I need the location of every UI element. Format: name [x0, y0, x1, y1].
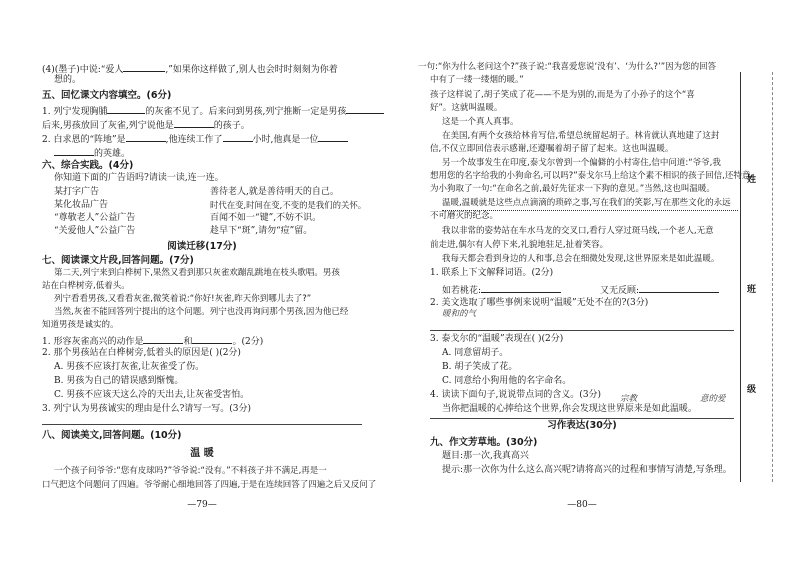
s5-blank-5[interactable] — [223, 132, 253, 142]
s5-blank-7[interactable] — [54, 146, 94, 156]
r-line-5: 这是一个真人真事。 — [442, 117, 519, 127]
binding-sidebar — [740, 72, 767, 482]
s5-q2-cont: 的英雄。 — [54, 146, 130, 160]
rq2: 2. 美文选取了哪些事例来说明“温暖”无处不在的?(3分) — [430, 298, 649, 308]
sidebar-label-name: 姓 — [747, 175, 757, 185]
s7-q1-blank-2[interactable] — [192, 334, 232, 344]
rq4-answer-line[interactable] — [430, 418, 734, 419]
story-title: 温 暖 — [190, 448, 214, 459]
q4-line: (4)(墨子)中说:“爱人 ,”如果你这样做了,别人也会时时刻刻为你着 — [42, 62, 338, 76]
rq1-term-1: 如若桃花: — [442, 283, 561, 297]
s7-passage-2: 站在白桦树旁,低着头。 — [42, 281, 130, 291]
s5-q1-cont: 后来,男孩放回了灰雀,列宁说他是 的孩子。 — [42, 118, 250, 132]
story-para-1: 一个孩子问爷爷:“您有皮球吗?”爷爷说:“没有。”不料孩子并不满足,再是一 — [54, 466, 327, 476]
s9-topic: 题目:那一次,我真高兴 — [442, 451, 529, 461]
rq2-answer-line[interactable] — [430, 330, 734, 331]
rq4: 4. 读读下面句子,说说带点词的含义。(3分) — [430, 390, 602, 400]
rq3-option-c[interactable]: C. 同意给小狗用他的名字命名。 — [442, 376, 572, 386]
s7-passage-1: 第二天,列宁来到白桦树下,果然又看到那只灰雀欢蹦乱跳地在枝头歌唱。男孩 — [54, 268, 340, 278]
s6-intro: 你知道下面的广告语吗?请读一读,连一连。 — [54, 173, 224, 183]
r-line-4: 好”。这就叫温暖。 — [430, 103, 503, 113]
s5-q1: 1. 列宁发现胸脯 的灰雀不见了。后来问到男孩,列宁推断一定是男孩 — [42, 104, 384, 118]
sidebar-label-class: 班 — [747, 285, 757, 295]
rq1-blank-1[interactable] — [481, 283, 561, 293]
section-8-title: 八、阅读美文,回答问题。(10分) — [42, 430, 182, 441]
rq1-term-2: 又无反顾: — [600, 283, 719, 297]
rq2-handwriting: 暖和的气 — [442, 309, 477, 319]
page-number-80: —80— — [567, 500, 597, 510]
s7-q1: 1. 形容灰雀高兴的动作是 和 。(2分) — [42, 334, 263, 348]
s7-q1-blank-1[interactable] — [143, 334, 183, 344]
s5-blank-3[interactable] — [174, 118, 214, 128]
r-line-1: 一句:“你为什么老问这个?”孩子说:“我喜爱您说‘没有’、‘为什么?’”因为您的回答 — [418, 62, 717, 72]
r-line-3: 孩子这样说了,胡子笑成了花——不是为别的,而是为了小孙子的这个“喜 — [430, 90, 695, 100]
r-line-12: 不可磨灭的纪念。 — [430, 211, 499, 221]
slogan-1[interactable]: 善待老人,就是善待明天的自己。 — [210, 187, 339, 197]
r-line-11: 温暖,温暖就是这些点点滴滴的琐碎之事,写在我们的笑影,写在那些文化的永远 — [442, 198, 731, 208]
s5-blank-1[interactable] — [107, 104, 145, 114]
r-line-13: 我以非常的姿势站在车水马龙的交叉口,看行人穿过斑马线,一个老人,无意 — [442, 226, 714, 236]
rq4-handwriting-1: 宗教 — [620, 394, 638, 404]
rq3-option-b[interactable]: B. 胡子笑成了花。 — [442, 362, 518, 372]
ad-item-4[interactable]: “关爱他人”公益广告 — [54, 226, 136, 236]
sidebar-label-grade: 级 — [747, 385, 757, 395]
r-line-14: 前走进,偶尔有人停下来,礼貌地驻足,扯着笑容。 — [430, 240, 609, 250]
s7-passage-5: 知道男孩是诚实的。 — [42, 320, 119, 330]
slogan-3[interactable]: 百闻不如一“键”,不妨不识。 — [210, 213, 322, 223]
rq1-blank-2[interactable] — [639, 283, 719, 293]
section-7-title: 七、阅读课文片段,回答问题。(7分) — [42, 255, 194, 266]
ad-item-2[interactable]: 某化妆品广告 — [54, 200, 109, 210]
writing-section-title: 习作表达(30分) — [547, 420, 617, 431]
s5-q2: 2. 白求恩的“阵地”是 ,他连续工作了 小时,他真是一位 — [42, 132, 348, 146]
rq1: 1. 联系上下文解释词语。(2分) — [430, 268, 554, 278]
s7-q2-option-b[interactable]: B. 男孩为自己的错误感到惭愧。 — [54, 376, 184, 386]
rq4-handwriting-2: 意的爱 — [700, 394, 726, 404]
s5-blank-6[interactable] — [318, 132, 348, 142]
s7-passage-4: 当然,灰雀不能回答列宁提出的这个问题。列宁也没再询问那个男孩,因为他已经 — [54, 307, 349, 317]
s7-q3-answer-line[interactable] — [42, 424, 362, 425]
r-line-2: 中有了一缕一缕烟的暖。” — [430, 75, 524, 85]
s7-q3: 3. 列宁认为男孩诚实的理由是什么?请写一写。(3分) — [42, 404, 252, 414]
reading-section-title: 阅读迁移(17分) — [167, 241, 237, 252]
section-5-title: 五、回忆课文内容填空。(6分) — [42, 90, 172, 101]
page-number-79: —79— — [187, 500, 217, 510]
s7-q2: 2. 那个男孩站在白桦树旁,低着头的原因是( )(2分) — [42, 348, 241, 358]
s5-blank-2[interactable] — [346, 104, 384, 114]
s9-hint: 提示:那一次你为什么这么高兴呢?请将高兴的过程和事情写清楚,写条理。 — [442, 465, 732, 475]
rq3: 3. 泰戈尔的“温暖”表现在( )(2分) — [430, 334, 564, 344]
r-line-10: 为小狗取了一句:“在命名之前,最好先征求一下狗的意见。”当然,这也叫温暖。 — [430, 184, 715, 194]
story-para-2: 口气把这个问题问了四遍。爷爷耐心细地回答了四遍,于是在连续回答了四遍之后又反问了 — [42, 480, 377, 490]
ad-item-3[interactable]: “尊敬老人”公益广告 — [54, 213, 136, 223]
binding-cut-line — [772, 72, 773, 482]
section-9-title: 九、作文芳草地。(30分) — [430, 437, 538, 448]
s7-q2-option-a[interactable]: A. 男孩不应该打灰雀,让灰雀受了伤。 — [54, 362, 205, 372]
slogan-4[interactable]: 趁早下“斑”,请勿“痘”留。 — [210, 226, 313, 236]
r-line-9: 想用您的名字给我的小狗命名,可以吗?”泰戈尔马上给这个素不相识的孩子回信,还特意 — [430, 171, 751, 181]
rq4-sentence: 当你把温暖的心捧给这个世界,你会发现这世界原来是如此温暖。 — [442, 404, 697, 414]
s7-q2-option-c[interactable]: C. 男孩不应该天这么冷的天出去,让灰雀受害怕。 — [54, 390, 250, 400]
r-line-15: 我每天都会看到身边的人和事,总会在细微处发现,这世界原来是如此温暖。 — [442, 254, 720, 264]
rq3-option-a[interactable]: A. 同意留胡子。 — [442, 348, 509, 358]
section-6-title: 六、综合实践。(4分) — [42, 160, 134, 171]
q4-line-2: 想的。 — [54, 75, 82, 85]
r-line-7: 信,不仅立即回信表示感谢,还遵嘱着胡子留了起来。这也叫温暖。 — [430, 144, 674, 154]
s5-blank-4[interactable] — [126, 132, 166, 142]
s7-passage-3: 列宁看看男孩,又看看灰雀,微笑着说:“你好!灰雀,昨天你到哪儿去了?” — [54, 294, 312, 304]
q4-blank[interactable] — [123, 62, 165, 72]
ad-item-1[interactable]: 某打字广告 — [54, 187, 100, 197]
slogan-2[interactable]: 时代在变,时间在变,不变的是我们的关怀。 — [210, 200, 367, 210]
r-line-6: 在美国,有两个女孩给林肯写信,希望总统留起胡子。林肯就认真地建了这封 — [442, 131, 720, 141]
r-line-8: 另一个故事发生在印度,泰戈尔曾到一个偏僻的小村寄住,信中问道:“爷爷,我 — [442, 158, 721, 168]
